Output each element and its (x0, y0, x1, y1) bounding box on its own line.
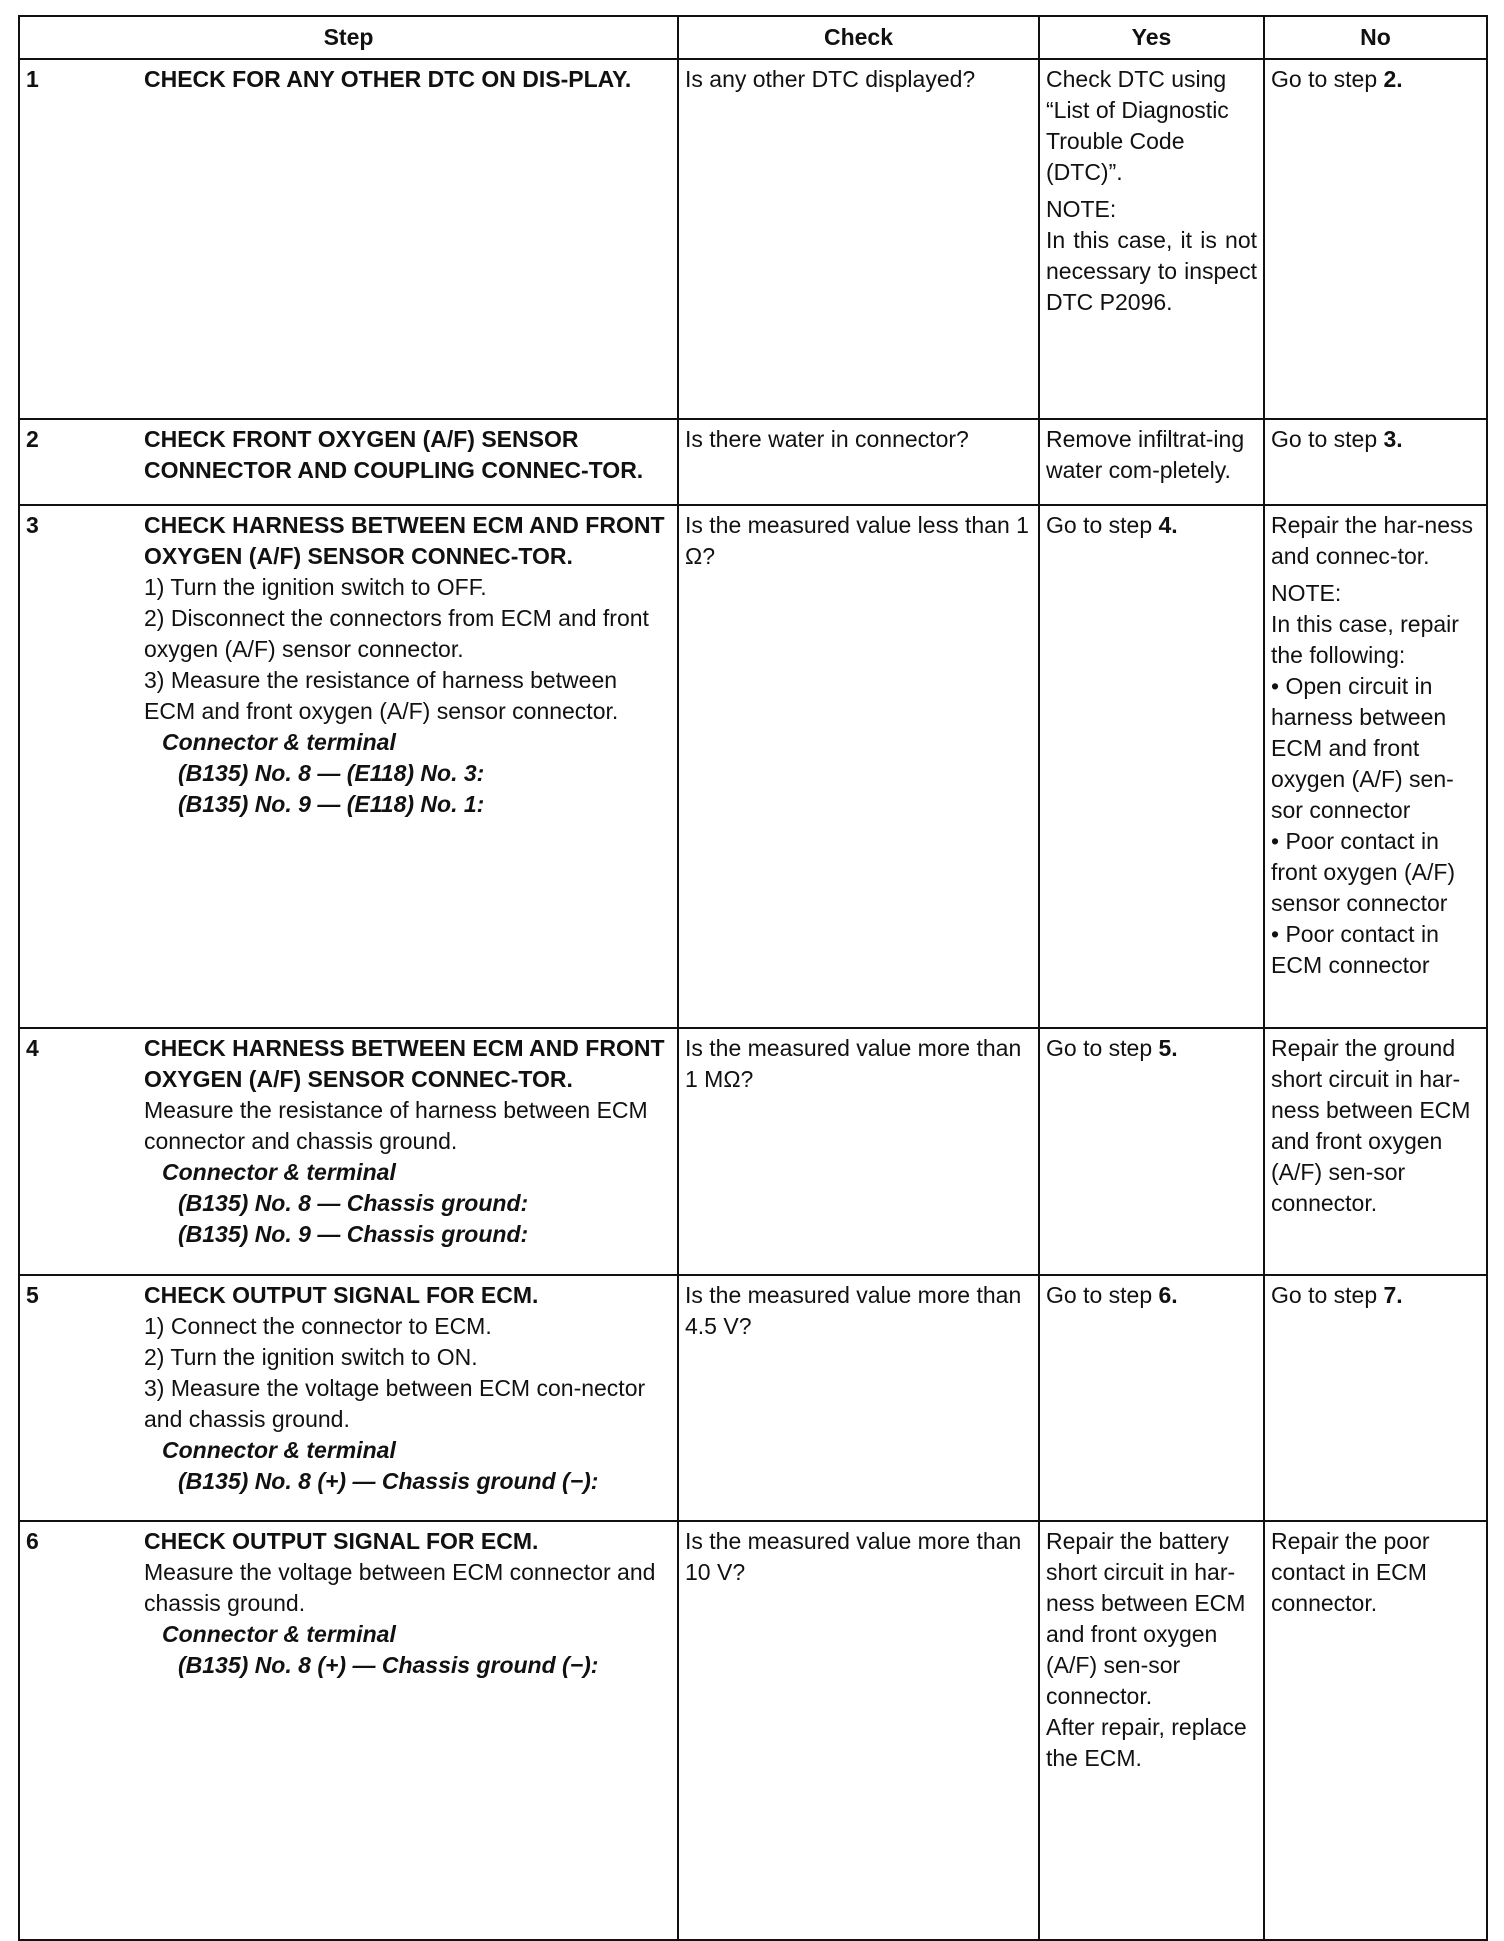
yes-cell (1039, 1521, 1264, 1940)
no-step-ref: 3. (1383, 426, 1403, 453)
step-title: CHECK FOR ANY OTHER DTC ON DIS-PLAY. (144, 66, 632, 93)
step-number: 4 (26, 1034, 39, 1061)
terminal-spec: (B135) No. 8 — Chassis ground: (178, 1189, 529, 1216)
yes-cell (1039, 1275, 1264, 1522)
step-title: CHECK HARNESS BETWEEN ECM AND FRONT OXYGEN (A/F) SENSOR CONNEC-TOR. (144, 512, 665, 570)
step-instruction: Measure the voltage between ECM connector and chassis ground. (144, 1559, 656, 1617)
no-prefix: Go to step (1271, 426, 1384, 453)
terminal-spec: (B135) No. 8 — (E118) No. 3: (178, 760, 485, 787)
terminal-spec: (B135) No. 8 (+) — Chassis ground (−): (178, 1467, 599, 1494)
step-cell (19, 1028, 678, 1275)
step-instruction: 2) Disconnect the connectors from ECM and front oxygen (A/F) sensor connector. (144, 605, 649, 663)
header-no: No (1264, 16, 1487, 59)
table-row (19, 1521, 1487, 1940)
no-cell (1264, 1275, 1487, 1522)
step-number: 1 (26, 66, 39, 93)
no-step-ref: 7. (1383, 1281, 1403, 1308)
yes-cell (1039, 505, 1264, 1028)
step-title: CHECK HARNESS BETWEEN ECM AND FRONT OXYGEN (A/F) SENSOR CONNEC-TOR. (144, 1034, 665, 1092)
step-cell (19, 1521, 678, 1940)
diagnostic-table (18, 15, 1488, 1941)
table-row (19, 1275, 1487, 1522)
step-number: 3 (26, 512, 39, 539)
no-prefix: Go to step (1271, 1281, 1384, 1308)
yes-prefix: Go to step (1046, 1281, 1159, 1308)
step-cell (19, 505, 678, 1028)
no-cell (1264, 505, 1487, 1028)
yes-note-label: NOTE: (1046, 196, 1117, 223)
step-cell (19, 419, 678, 505)
yes-cell: Remove infiltrat-ing water com-pletely. (1039, 419, 1264, 505)
check-cell: Is the measured value more than 4.5 V? (678, 1275, 1039, 1522)
table-row (19, 1028, 1487, 1275)
no-note: In this case, repair the following: (1271, 611, 1459, 669)
yes-step-ref: 5. (1158, 1034, 1178, 1061)
table-row (19, 505, 1487, 1028)
no-note-label: NOTE: (1271, 580, 1342, 607)
header-check: Check (678, 16, 1039, 59)
table-row (19, 419, 1487, 505)
check-cell: Is the measured value more than 10 V? (678, 1521, 1039, 1940)
yes-prefix: Go to step (1046, 512, 1159, 539)
step-instruction: 2) Turn the ignition switch to ON. (144, 1343, 478, 1370)
yes-cell (1039, 59, 1264, 419)
check-cell: Is there water in connector? (678, 419, 1039, 505)
yes-note: In this case, it is not necessary to inspect DTC P2096. (1046, 227, 1257, 316)
yes-text-after: After repair, replace the ECM. (1046, 1714, 1247, 1772)
check-cell: Is the measured value more than 1 MΩ? (678, 1028, 1039, 1275)
step-cell (19, 59, 678, 419)
connector-terminal-label: Connector & terminal (162, 729, 396, 756)
terminal-spec: (B135) No. 8 (+) — Chassis ground (−): (178, 1652, 599, 1679)
step-instruction: 3) Measure the resistance of harness between ECM and front oxygen (A/F) sensor connector. (144, 667, 619, 725)
step-instruction: 1) Turn the ignition switch to OFF. (144, 574, 487, 601)
yes-step-ref: 6. (1158, 1281, 1178, 1308)
step-instruction: 3) Measure the voltage between ECM con-nector and chassis ground. (144, 1374, 646, 1432)
header-row (19, 16, 1487, 59)
yes-cell (1039, 1028, 1264, 1275)
step-title: CHECK OUTPUT SIGNAL FOR ECM. (144, 1281, 539, 1308)
step-cell (19, 1275, 678, 1522)
no-step-ref: 2. (1383, 66, 1403, 93)
terminal-spec: (B135) No. 9 — (E118) No. 1: (178, 791, 485, 818)
no-prefix: Go to step (1271, 66, 1384, 93)
step-instruction: 1) Connect the connector to ECM. (144, 1312, 492, 1339)
yes-text: Repair the battery short circuit in har-ness between ECM and front oxygen (A/F) sen-sor connector. (1046, 1528, 1246, 1710)
no-bullet: • Poor contact in ECM connector (1271, 921, 1439, 979)
connector-terminal-label: Connector & terminal (162, 1436, 396, 1463)
no-bullet: • Open circuit in harness between ECM and front oxygen (A/F) sen-sor connector (1271, 673, 1454, 824)
header-step: Step (19, 16, 678, 59)
step-title: CHECK OUTPUT SIGNAL FOR ECM. (144, 1528, 539, 1555)
step-title: CHECK FRONT OXYGEN (A/F) SENSOR CONNECTOR AND COUPLING CONNEC-TOR. (144, 426, 644, 484)
table-row (19, 59, 1487, 419)
connector-terminal-label: Connector & terminal (162, 1621, 396, 1648)
no-bullet: • Poor contact in front oxygen (A/F) sensor connector (1271, 828, 1456, 917)
step-number: 5 (26, 1281, 39, 1308)
check-cell: Is the measured value less than 1 Ω? (678, 505, 1039, 1028)
connector-terminal-label: Connector & terminal (162, 1158, 396, 1185)
terminal-spec: (B135) No. 9 — Chassis ground: (178, 1220, 529, 1247)
header-yes: Yes (1039, 16, 1264, 59)
no-cell (1264, 419, 1487, 505)
check-cell: Is any other DTC displayed? (678, 59, 1039, 419)
yes-prefix: Go to step (1046, 1034, 1159, 1061)
yes-step-ref: 4. (1158, 512, 1178, 539)
no-cell: Repair the ground short circuit in har-ness between ECM and front oxygen (A/F) sen-sor connector. (1264, 1028, 1487, 1275)
step-number: 2 (26, 426, 39, 453)
no-text: Repair the har-ness and connec-tor. (1271, 512, 1473, 570)
step-number: 6 (26, 1528, 39, 1555)
step-instruction: Measure the resistance of harness between ECM connector and chassis ground. (144, 1096, 648, 1154)
no-cell (1264, 59, 1487, 419)
no-cell: Repair the poor contact in ECM connector. (1264, 1521, 1487, 1940)
yes-text: Check DTC using “List of Diagnostic Trouble Code (DTC)”. (1046, 66, 1229, 186)
